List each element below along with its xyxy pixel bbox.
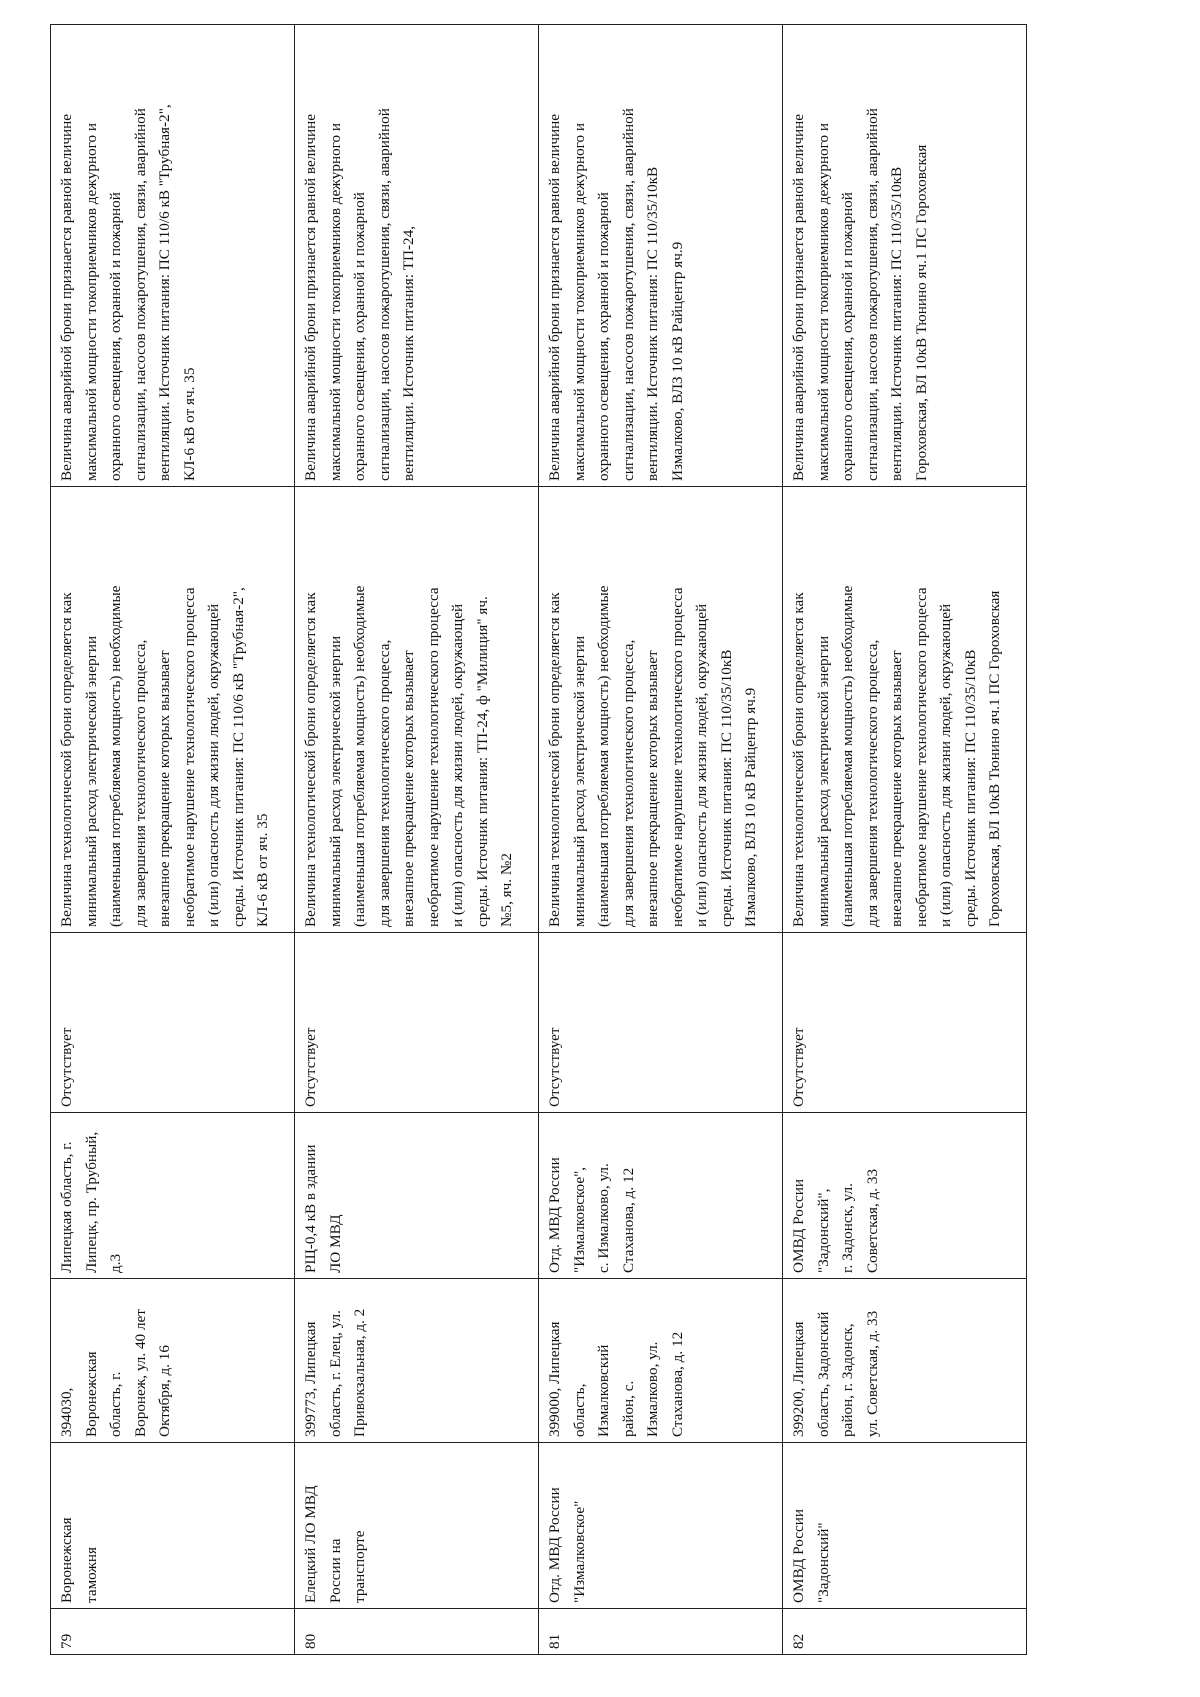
object-location: Отд. МВД России "Измалковское", с. Измалково, ул. Стаханова, д. 12 bbox=[539, 1113, 783, 1279]
organization-name: Елецкий ЛО МВД России на транспорте bbox=[295, 1443, 539, 1609]
organization-address: 399000, Липецкая область, Измалковский район, с. Измалково, ул. Стаханова, д. 12 bbox=[539, 1279, 783, 1443]
status-cell: Отсутствует bbox=[51, 933, 295, 1113]
table-row bbox=[539, 25, 783, 1655]
organization-address: 399200, Липецкая область, Задонский район, г. Задонск, ул. Советская, д. 33 bbox=[783, 1279, 1027, 1443]
table-row bbox=[51, 25, 295, 1655]
row-number: 81 bbox=[539, 1609, 783, 1655]
table-row bbox=[783, 25, 1027, 1655]
emergency-reserve: Величина аварийной брони признается равной величине максимальной мощности токоприемников дежурного и охранного освещения, охранной и пожарной сигнализации, насосов пожаротушения, связи, аварийной вентиляции. Источник питания: ПС 110/6 кВ "Трубная-2", КЛ-6 кВ от яч. 35 bbox=[51, 25, 295, 487]
object-location: ОМВД России "Задонский", г. Задонск, ул. Советская, д. 33 bbox=[783, 1113, 1027, 1279]
status-cell: Отсутствует bbox=[295, 933, 539, 1113]
organization-name: ОМВД России "Задонский" bbox=[783, 1443, 1027, 1609]
emergency-reserve: Величина аварийной брони признается равной величине максимальной мощности токоприемников дежурного и охранного освещения, охранной и пожарной сигнализации, насосов пожаротушения, связи, аварийной вентиляции. Источник питания: ТП-24, bbox=[295, 25, 539, 487]
status-cell: Отсутствует bbox=[539, 933, 783, 1113]
object-location: Липецкая область, г. Липецк, пр. Трубный, д.3 bbox=[51, 1113, 295, 1279]
organization-name: Воронежская таможня bbox=[51, 1443, 295, 1609]
technological-reserve: Величина технологической брони определяется как минимальный расход электрической энергии (наименьшая потребляемая мощность) необходимые для завершения технологического процесса, внезапное прекращение которых вызывает необратимое нарушение технологического процесса и (или) опасность для жизни людей, окружающей среды. Источник питания: ПС 110/35/10кВ Гороховская, ВЛ 10кВ Тюнино яч.1 ПС Гороховская bbox=[783, 487, 1027, 933]
emergency-reserve: Величина аварийной брони признается равной величине максимальной мощности токоприемников дежурного и охранного освещения, охранной и пожарной сигнализации, насосов пожаротушения, связи, аварийной вентиляции. Источник питания: ПС 110/35/10кВ Гороховская, ВЛ 10кВ Тюнино яч.1 ПС Гороховская bbox=[783, 25, 1027, 487]
organization-address: 394030, Воронежская область, г. Воронеж, ул. 40 лет Октября, д. 16 bbox=[51, 1279, 295, 1443]
organization-address: 399773, Липецкая область, г. Елец, ул. Привокзальная, д. 2 bbox=[295, 1279, 539, 1443]
technological-reserve: Величина технологической брони определяется как минимальный расход электрической энергии (наименьшая потребляемая мощность) необходимые для завершения технологического процесса, внезапное прекращение которых вызывает необратимое нарушение технологического процесса и (или) опасность для жизни людей, окружающей среды. Источник питания: ПС 110/6 кВ "Трубная-2", КЛ-6 кВ от яч. 35 bbox=[51, 487, 295, 933]
reserve-table bbox=[50, 24, 1027, 1655]
row-number: 80 bbox=[295, 1609, 539, 1655]
row-number: 82 bbox=[783, 1609, 1027, 1655]
emergency-reserve: Величина аварийной брони признается равной величине максимальной мощности токоприемников дежурного и охранного освещения, охранной и пожарной сигнализации, насосов пожаротушения, связи, аварийной вентиляции. Источник питания: ПС 110/35/10кВ Измалково, ВЛЗ 10 кВ Райцентр яч.9 bbox=[539, 25, 783, 487]
technological-reserve: Величина технологической брони определяется как минимальный расход электрической энергии (наименьшая потребляемая мощность) необходимые для завершения технологического процесса, внезапное прекращение которых вызывает необратимое нарушение технологического процесса и (или) опасность для жизни людей, окружающей среды. Источник питания: ПС 110/35/10кВ Измалково, ВЛЗ 10 кВ Райцентр яч.9 bbox=[539, 487, 783, 933]
status-cell: Отсутствует bbox=[783, 933, 1027, 1113]
technological-reserve: Величина технологической брони определяется как минимальный расход электрической энергии (наименьшая потребляемая мощность) необходимые для завершения технологического процесса, внезапное прекращение которых вызывает необратимое нарушение технологического процесса и (или) опасность для жизни людей, окружающей среды. Источник питания: ТП-24, ф "Милиция" яч. №5, яч. №2 bbox=[295, 487, 539, 933]
table-row bbox=[295, 25, 539, 1655]
row-number: 79 bbox=[51, 1609, 295, 1655]
object-location: РЩ-0,4 кВ в здании ЛО МВД bbox=[295, 1113, 539, 1279]
organization-name: Отд. МВД России "Измалковское" bbox=[539, 1443, 783, 1609]
